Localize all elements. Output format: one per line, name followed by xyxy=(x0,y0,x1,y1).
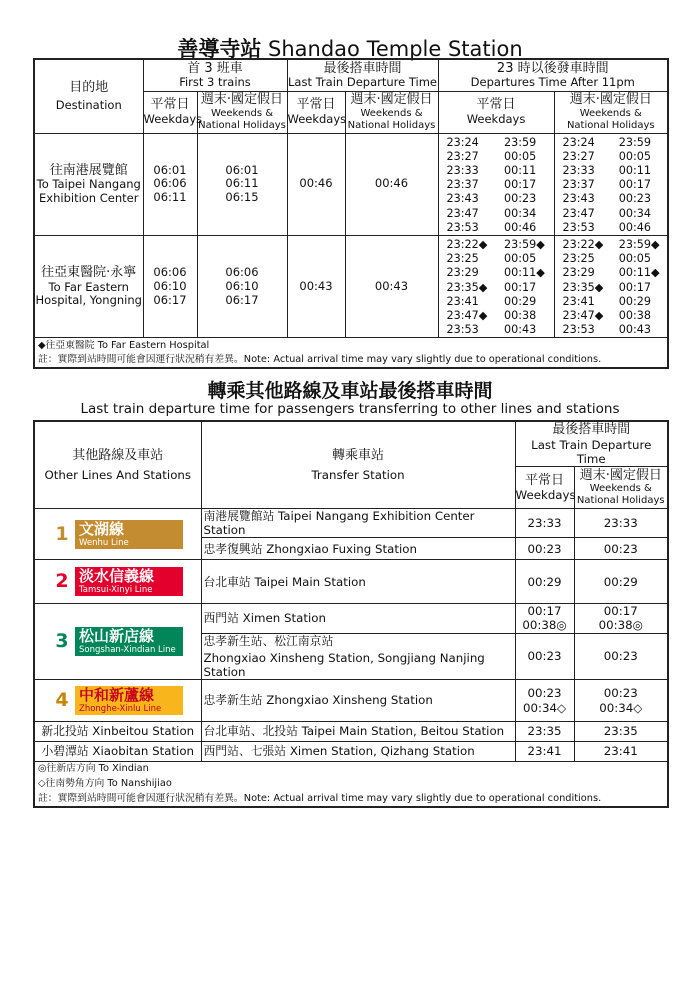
transfer-station: 西門站、七張站 Ximen Station, Qizhang Station xyxy=(201,742,515,762)
first-weekdays-cell: 06:01 06:06 06:11 xyxy=(143,133,197,235)
weekdays-header: 平常日 Weekdays xyxy=(438,91,554,133)
other-lines-header: 其他路線及車站 Other Lines And Stations xyxy=(34,421,201,508)
destination-cell: 往南港展覽館 To Taipei Nangang Exhibition Center xyxy=(34,133,143,235)
weekend-time: 00:23 00:34◇ xyxy=(574,680,668,722)
line-badge-cell xyxy=(34,680,201,722)
transfer-station: 忠孝復興站 Zhongxiao Fuxing Station xyxy=(201,538,515,560)
transfer-station: 西門站 Ximen Station xyxy=(201,604,515,633)
weekday-time: 00:23 00:34◇ xyxy=(515,680,574,722)
table-row xyxy=(34,508,668,537)
weekend-time: 00:29 xyxy=(574,560,668,604)
first-weekends-cell: 06:06 06:10 06:17 xyxy=(197,235,287,337)
destination-header: 目的地 Destination xyxy=(34,59,143,133)
xindian-note: ◎往新店方向 To Xindian xyxy=(38,763,149,775)
songshan-xindian-line-badge: 3 松山新店線 Songshan-Xindian Line xyxy=(47,625,185,658)
timetable xyxy=(33,58,669,369)
weekday-time: 00:23 xyxy=(515,633,574,679)
arrival-note: 註：實際到站時間可能會因運行狀況稍有差異。Note: Actual arrival time may vary slightly due to operational conditions. xyxy=(38,792,602,804)
station-name-zh: 善導寺站 xyxy=(177,37,262,61)
after-weekdays-cell: 23:24 23:59 23:27 00:05 23:33 00:11 23:37 00:17 23:43 00:23 23:47 00:34 23:53 00:46 xyxy=(438,133,554,235)
weekdays-header: 平常日 Weekdays xyxy=(287,91,345,133)
transfer-section-title: 轉乘其他路線及車站最後搭車時間 xyxy=(207,380,493,402)
last-weekdays-cell: 00:43 xyxy=(287,235,345,337)
weekends-header: 週末‧國定假日 Weekends & National Holidays xyxy=(345,91,438,133)
weekday-time: 23:41 xyxy=(515,742,574,762)
after-weekends-cell: 23:22◆ 23:59◆ 23:25 00:05 23:29 00:11◆ 23:35◆ 00:17 23:41 00:29 23:47◆ 00:38 23:53 00:43 xyxy=(554,235,668,337)
weekdays-header: 平常日 Weekdays xyxy=(143,91,197,133)
weekend-time: 00:23 xyxy=(574,633,668,679)
line-badge-cell xyxy=(34,604,201,680)
other-station: 小碧潭站 Xiaobitan Station xyxy=(34,742,201,762)
hospital-note: ◆往亞東醫院 To Far Eastern Hospital xyxy=(34,338,668,353)
transfer-station: 台北車站、北投站 Taipei Main Station, Beitou Station xyxy=(201,722,515,742)
weekends-header: 週末‧國定假日 Weekends & National Holidays xyxy=(574,466,668,508)
tamsui-xinyi-line-badge: 2 淡水信義線 Tamsui-Xinyi Line xyxy=(47,565,185,598)
other-station: 新北投站 Xinbeitou Station xyxy=(34,722,201,742)
zhonghe-xinlu-line-badge: 4 中和新蘆線 Zhonghe-Xinlu Line xyxy=(47,684,185,717)
destination-cell: 往亞東醫院‧永寧 To Far Eastern Hospital, Yongning xyxy=(34,235,143,337)
weekday-time: 00:23 xyxy=(515,538,574,560)
weekend-time: 23:41 xyxy=(574,742,668,762)
last-weekends-cell: 00:43 xyxy=(345,235,438,337)
weekday-time: 00:29 xyxy=(515,560,574,604)
weekend-time: 00:17 00:38◎ xyxy=(574,604,668,633)
transfer-station: 台北車站 Taipei Main Station xyxy=(201,560,515,604)
first-weekdays-cell: 06:06 06:10 06:17 xyxy=(143,235,197,337)
after-weekends-cell: 23:24 23:59 23:27 00:05 23:33 00:11 23:37 00:17 23:43 00:23 23:47 00:34 23:53 00:46 xyxy=(554,133,668,235)
first-weekends-cell: 06:01 06:11 06:15 xyxy=(197,133,287,235)
weekend-time: 23:33 xyxy=(574,508,668,537)
table-row xyxy=(34,680,668,722)
table-row xyxy=(34,133,668,235)
weekends-header: 週末‧國定假日 Weekends & National Holidays xyxy=(554,91,668,133)
table-row xyxy=(34,722,668,742)
after-11pm-header: 23 時以後發車時間 Departures Time After 11pm xyxy=(438,59,668,91)
weekday-time: 23:33 xyxy=(515,508,574,537)
last-weekdays-cell: 00:46 xyxy=(287,133,345,235)
weekday-time: 00:17 00:38◎ xyxy=(515,604,574,633)
transfer-station: 忠孝新生站 Zhongxiao Xinsheng Station xyxy=(201,680,515,722)
transfer-section-subtitle: Last train departure time for passengers transferring to other lines and stations xyxy=(80,401,620,417)
station-name-en: Shandao Temple Station xyxy=(268,37,523,61)
weekend-time: 23:35 xyxy=(574,722,668,742)
arrival-note: 註：實際到站時間可能會因運行狀況稍有差異。Note: Actual arrival time may vary slightly due to operational conditions. xyxy=(38,353,602,365)
transfer-station-header: 轉乘車站 Transfer Station xyxy=(201,421,515,508)
transfer-table xyxy=(33,420,669,808)
line-badge-cell xyxy=(34,508,201,559)
first-trains-header: 首 3 班車 First 3 trains xyxy=(143,59,287,91)
last-train-header: 最後搭車時間 Last Train Departure Time xyxy=(515,421,668,466)
table-row xyxy=(34,604,668,633)
table-row xyxy=(34,560,668,604)
transfer-station: 南港展覽館站 Taipei Nangang Exhibition Center Station xyxy=(201,508,515,537)
weekends-header: 週末‧國定假日 Weekends & National Holidays xyxy=(197,91,287,133)
weekend-time: 00:23 xyxy=(574,538,668,560)
weekday-time: 23:35 xyxy=(515,722,574,742)
weekdays-header: 平常日 Weekdays xyxy=(515,466,574,508)
table-row xyxy=(34,235,668,337)
wenhu-line-badge: 1 文湖線 Wenhu Line xyxy=(47,518,185,551)
after-weekdays-cell: 23:22◆ 23:59◆ 23:25 00:05 23:29 00:11◆ 23:35◆ 00:17 23:41 00:29 23:47◆ 00:38 23:53 00:43 xyxy=(438,235,554,337)
transfer-station: 忠孝新生站、松江南京站 Zhongxiao Xinsheng Station, Songjiang Nanjing Station xyxy=(201,633,515,679)
last-train-header: 最後搭車時間 Last Train Departure Time xyxy=(288,60,438,90)
nanshijiao-note: ◇往南勢角方向 To Nanshijiao xyxy=(38,778,172,790)
last-weekends-cell: 00:46 xyxy=(345,133,438,235)
line-badge-cell xyxy=(34,560,201,604)
table-row xyxy=(34,742,668,762)
